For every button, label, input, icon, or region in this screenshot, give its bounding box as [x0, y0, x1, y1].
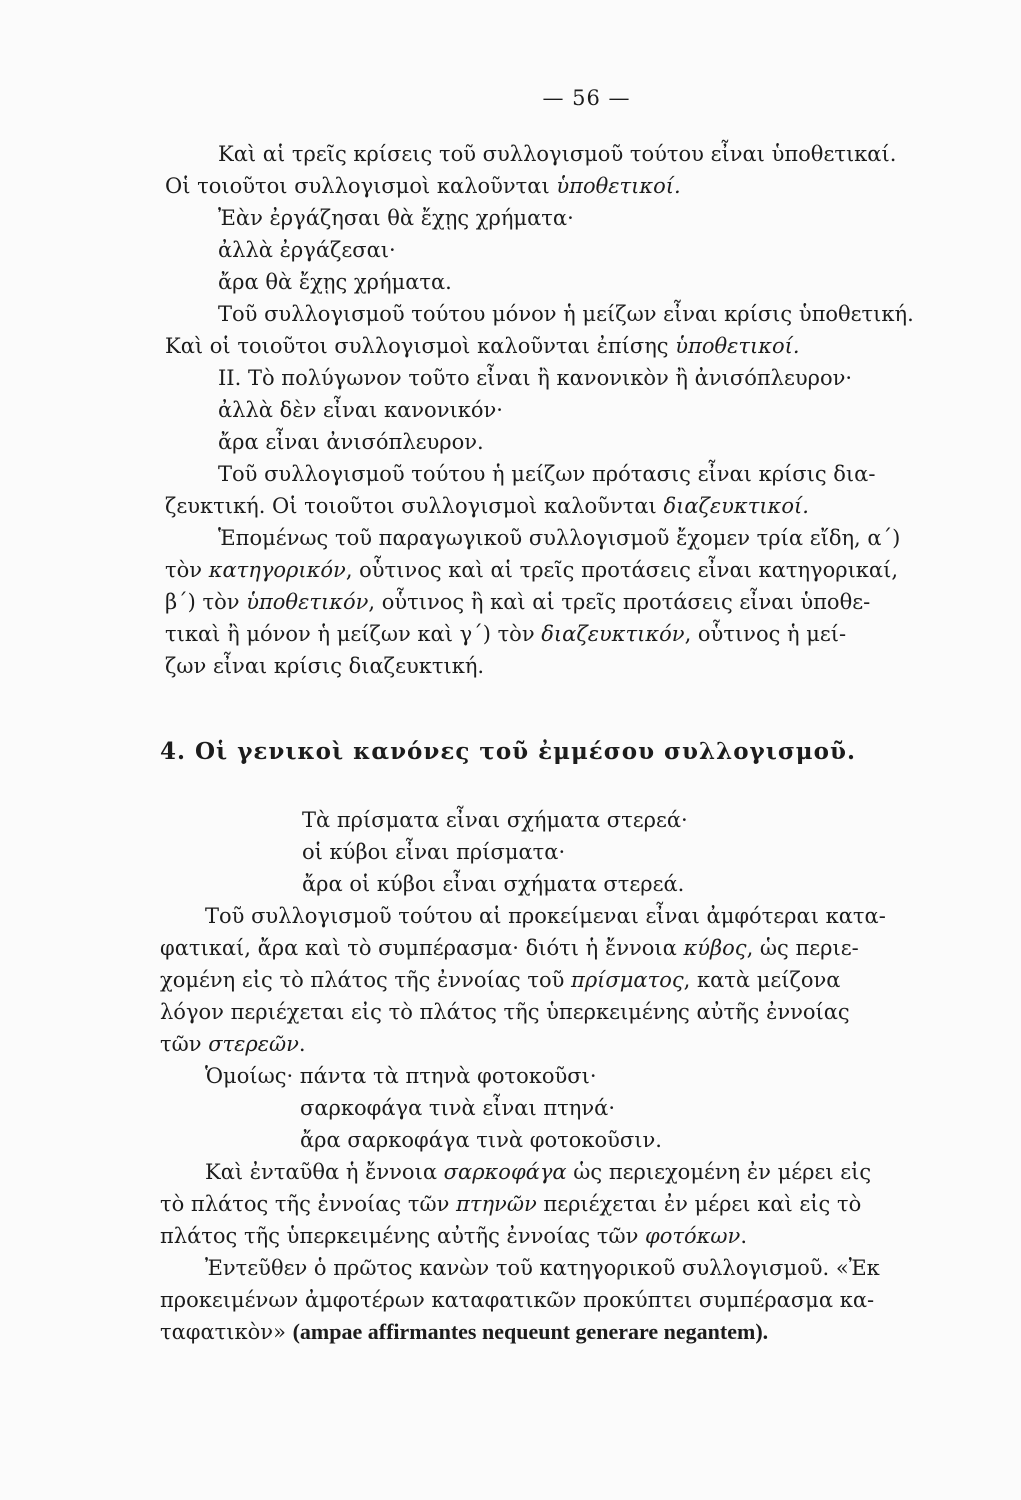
ex3-line1: Τὰ πρίσματα εἶναι σχήματα στερεά· [302, 808, 688, 832]
p4-line1: Ἑπομένως τοῦ παραγωγικοῦ συλλογισμοῦ ἔχομεν τρία εἴδη, α΄) [218, 526, 901, 550]
p4-line3: β΄) τὸν ὑποθετικόν, οὗτινος ἢ καὶ αἱ τρεῖς προτάσεις εἶναι ὑποθε- [165, 590, 871, 614]
p4-line5: ζων εἶναι κρίσις διαζευκτική. [165, 654, 485, 678]
p5-line3: χομένη εἰς τὸ πλάτος τῆς ἐννοίας τοῦ πρίσματος, κατὰ μείζονα [160, 968, 841, 992]
p7-line3: ταφατικὸν» (ampae affirmantes nequeunt generare negantem). [160, 1319, 769, 1344]
p3-line2: ζευκτική. Οἱ τοιοῦτοι συλλογισμοὶ καλοῦνται διαζευκτικοί. [165, 494, 809, 518]
p7-line2: προκειμένων ἀμφοτέρων καταφατικῶν προκύπτει συμπέρασμα κα- [160, 1288, 875, 1312]
ex1-line1: Ἐὰν ἐργάζησαι θὰ ἔχῃς χρήματα· [218, 206, 574, 230]
p1-line2: Οἱ τοιοῦτοι συλλογισμοὶ καλοῦνται ὑποθετικοί. [165, 174, 681, 198]
ex2-line3: ἄρα εἶναι ἀνισόπλευρον. [218, 430, 484, 454]
latin-phrase: (ampae affirmantes nequeunt generare negantem). [292, 1319, 769, 1344]
p4-line4: τικαὶ ἢ μόνον ἡ μείζων καὶ γ΄) τὸν διαζευκτικόν, οὗτινος ἡ μεί- [165, 622, 847, 646]
ex4-line1: Ὁμοίως· πάντα τὰ πτηνὰ φοτοκοῦσι· [205, 1064, 597, 1088]
p5-line4: λόγον περιέχεται εἰς τὸ πλάτος τῆς ὑπερκειμένης αὐτῆς ἐννοίας [160, 1000, 850, 1024]
p5-line5: τῶν στερεῶν. [160, 1032, 306, 1056]
ex4-line2: σαρκοφάγα τινὰ εἶναι πτηνά· [300, 1096, 615, 1120]
p1-term-hypothetical: ὑποθετικοί. [556, 174, 681, 198]
ex4-line3: ἄρα σαρκοφάγα τινὰ φοτοκοῦσιν. [300, 1128, 662, 1152]
p5-line1: Τοῦ συλλογισμοῦ τούτου αἱ προκείμεναι εἶναι ἀμφότεραι κατα- [205, 904, 886, 928]
ex3-line3: ἄρα οἱ κύβοι εἶναι σχήματα στερεά. [302, 872, 685, 896]
p2-line2: Καὶ οἱ τοιοῦτοι συλλογισμοὶ καλοῦνται ἐπίσης ὑποθετικοί. [165, 334, 800, 358]
p1-line1: Καὶ αἱ τρεῖς κρίσεις τοῦ συλλογισμοῦ τούτου εἶναι ὑποθετικαί. [218, 142, 897, 166]
page-number: — 56 — [542, 86, 631, 110]
p6-line1: Καὶ ἐνταῦθα ἡ ἔννοια σαρκοφάγα ὡς περιεχομένη ἐν μέρει εἰς [205, 1160, 872, 1184]
p6-line3: πλάτος τῆς ὑπερκειμένης αὐτῆς ἐννοίας τῶν φοτόκων. [160, 1224, 747, 1248]
p2-line1: Τοῦ συλλογισμοῦ τούτου μόνον ἡ μείζων εἶναι κρίσις ὑποθετική. [218, 302, 914, 326]
ex1-line3: ἄρα θὰ ἔχῃς χρήματα. [218, 270, 452, 294]
p7-line1: Ἐντεῦθεν ὁ πρῶτος κανὼν τοῦ κατηγορικοῦ συλλογισμοῦ. «Ἐκ [205, 1256, 880, 1280]
p3-line1: Τοῦ συλλογισμοῦ τούτου ἡ μείζων πρότασις εἶναι κρίσις δια- [218, 462, 876, 486]
p6-line2: τὸ πλάτος τῆς ἐννοίας τῶν πτηνῶν περιέχεται ἐν μέρει καὶ εἰς τὸ [160, 1192, 862, 1216]
p5-line2: φατικαί, ἄρα καὶ τὸ συμπέρασμα· διότι ἡ ἔννοια κύβος, ὡς περιε- [160, 936, 859, 960]
section-heading: 4. Οἱ γενικοὶ κανόνες τοῦ ἐμμέσου συλλογισμοῦ. [160, 738, 856, 765]
p4-line2: τὸν κατηγορικόν, οὗτινος καὶ αἱ τρεῖς προτάσεις εἶναι κατηγορικαί, [165, 558, 899, 582]
ex2-line1: ΙΙ. Τὸ πολύγωνον τοῦτο εἶναι ἢ κανονικὸν ἢ ἀνισόπλευρον· [218, 366, 853, 390]
ex1-line2: ἀλλὰ ἐργάζεσαι· [218, 238, 396, 262]
ex2-line2: ἀλλὰ δὲν εἶναι κανονικόν· [218, 398, 503, 422]
ex3-line2: οἱ κύβοι εἶναι πρίσματα· [302, 840, 566, 864]
